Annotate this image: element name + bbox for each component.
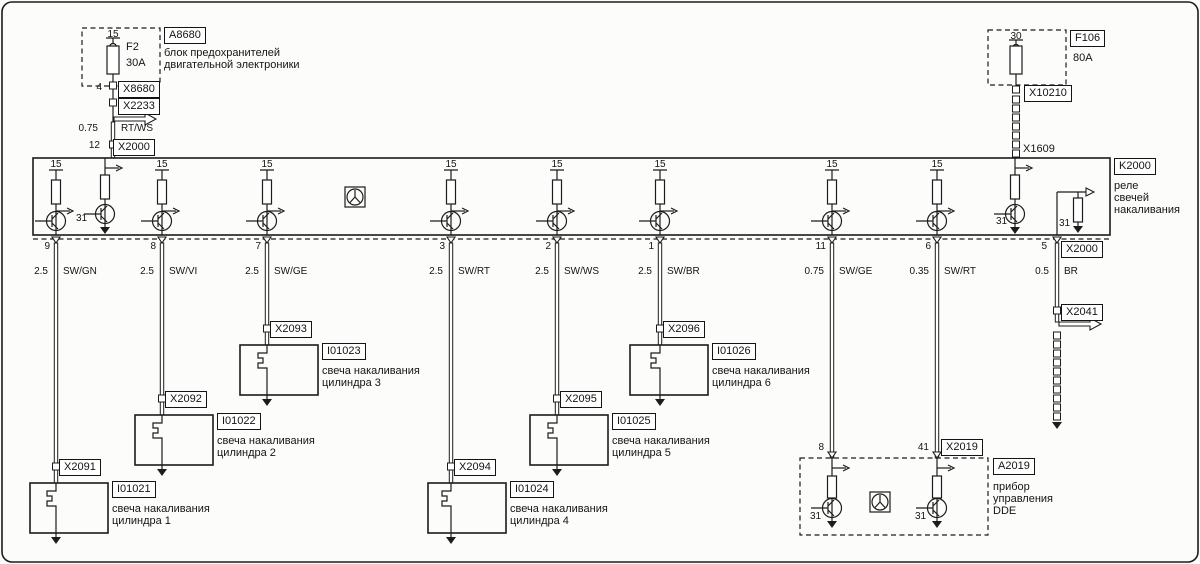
a8680-desc-line1: блок предохранителей <box>164 47 280 59</box>
a2019-ref-box: A2019 <box>993 458 1035 475</box>
glow-plug-box-6 <box>630 345 708 406</box>
terminal-31-label: 31 <box>996 216 1008 227</box>
wire-size: 2.5 <box>638 266 652 277</box>
relay-pin-hooks <box>52 237 1061 243</box>
terminal-15-label: 15 <box>50 159 62 170</box>
x2094-conn-box: X2094 <box>454 459 496 476</box>
relay-pin-label: 7 <box>255 241 261 252</box>
wire-color: SW/GE <box>274 266 308 277</box>
wire-color: SW/GN <box>63 266 97 277</box>
glow-plug-box-5 <box>530 415 608 476</box>
plug6-desc-line2: цилиндра 6 <box>712 377 771 389</box>
dde-pin-41-label: 41 <box>917 442 929 453</box>
fuse-f2-label: F2 <box>126 41 139 53</box>
wire-color: SW/VI <box>169 266 198 277</box>
wire-color: SW/WS <box>564 266 599 277</box>
relay-control-channel-left <box>84 158 122 234</box>
x1609-conn-label: X1609 <box>1023 143 1055 155</box>
wire-size: 2.5 <box>140 266 154 277</box>
wire-color-rtws: RT/WS <box>121 123 154 134</box>
i01021-ref-box: I01021 <box>112 481 156 498</box>
pin-12-label: 12 <box>88 140 100 151</box>
i01024-ref-box: I01024 <box>510 481 554 498</box>
plug1-desc-line2: цилиндра 1 <box>112 515 171 527</box>
a8680-ref-box: A8680 <box>164 27 206 44</box>
i01023-ref-box: I01023 <box>322 343 366 360</box>
k2000-desc-line3: накаливания <box>1114 204 1180 216</box>
relay-pin-label: 6 <box>925 241 931 252</box>
relay-pin-label: 8 <box>150 241 156 252</box>
terminal-15-label: 15 <box>654 159 666 170</box>
terminal-15-label: 15 <box>551 159 563 170</box>
plug5-desc-line1: свеча накаливания <box>612 435 710 447</box>
terminal-15-label: 15 <box>156 159 168 170</box>
terminal-31-label: 31 <box>1059 218 1071 229</box>
plug3-desc-line1: свеча накаливания <box>322 365 420 377</box>
relay-pin-label: 2 <box>545 241 551 252</box>
glow-plug-box-4 <box>428 483 506 544</box>
relay-k2000-box <box>33 158 1110 243</box>
wiring-columns <box>53 243 1059 483</box>
glow-plug-box-2 <box>135 415 213 476</box>
wire-size: 2.5 <box>535 266 549 277</box>
plug2-desc-line1: свеча накаливания <box>217 435 315 447</box>
terminal-31-label: 31 <box>76 213 88 224</box>
relay-pin-label: 5 <box>1041 241 1047 252</box>
relay-output-channels <box>35 170 954 235</box>
wire-size: 0.5 <box>1035 266 1049 277</box>
wire-color: BR <box>1064 266 1078 277</box>
wire-color: SW/GE <box>839 266 873 277</box>
a2019-desc-line2: управления <box>993 493 1053 505</box>
x2096-conn-box: X2096 <box>663 321 705 338</box>
x8680-conn-box: X8680 <box>118 81 160 98</box>
f106-rating: 80A <box>1073 52 1093 64</box>
terminal-15-label: 15 <box>107 29 119 40</box>
terminal-15-label: 15 <box>445 159 457 170</box>
a2019-desc-line3: DDE <box>993 505 1017 517</box>
x2000-bottom-conn-box: X2000 <box>1061 241 1103 258</box>
plug1-desc-line1: свеча накаливания <box>112 503 210 515</box>
x2041-conn-box: X2041 <box>1061 304 1103 321</box>
plug5-desc-line2: цилиндра 5 <box>612 447 671 459</box>
plug4-desc-line2: цилиндра 4 <box>510 515 569 527</box>
relay-pin-label: 11 <box>815 241 826 252</box>
wire-color: SW/RT <box>458 266 491 277</box>
a8680-desc-line2: двигательной электроники <box>164 59 300 71</box>
plug3-desc-line2: цилиндра 3 <box>322 377 381 389</box>
plug4-desc-line1: свеча накаливания <box>510 503 608 515</box>
terminal-15-label: 15 <box>261 159 273 170</box>
wire-size-rtws: 0.75 <box>78 123 98 134</box>
control-unit-icon <box>870 492 890 512</box>
f106-ref-box: F106 <box>1070 30 1105 47</box>
glow-plug-box-1 <box>30 483 108 544</box>
control-unit-icon <box>345 187 365 207</box>
x10210-conn-box: X10210 <box>1024 85 1072 102</box>
wire-size: 0.75 <box>804 266 824 277</box>
wire-size: 0.35 <box>909 266 929 277</box>
terminal-15-label: 15 <box>826 159 838 170</box>
wire-size: 2.5 <box>34 266 48 277</box>
a2019-desc-line1: прибор <box>993 481 1030 493</box>
x2233-conn-box: X2233 <box>118 98 160 115</box>
wire-size: 2.5 <box>245 266 259 277</box>
x2093-conn-box: X2093 <box>270 321 312 338</box>
relay-pin-label: 9 <box>44 241 50 252</box>
x2041-branch <box>1052 307 1101 429</box>
i01022-ref-box: I01022 <box>217 413 261 430</box>
wire-color: SW/BR <box>667 266 700 277</box>
x2019-conn-box: X2019 <box>941 439 983 456</box>
k2000-desc-line1: реле <box>1114 180 1139 192</box>
k2000-ref-box: K2000 <box>1114 158 1156 175</box>
terminal-15-label: 15 <box>931 159 943 170</box>
dde-pin-8-label: 8 <box>818 442 824 453</box>
terminal-31-label: 31 <box>915 511 927 522</box>
x2091-conn-box: X2091 <box>59 459 101 476</box>
dde-control-unit <box>800 452 988 535</box>
terminal-30-label: 30 <box>1010 31 1022 42</box>
plug2-desc-line2: цилиндра 2 <box>217 447 276 459</box>
fuse-f2-rating: 30A <box>126 57 146 69</box>
x2095-conn-box: X2095 <box>560 391 602 408</box>
wire-size: 2.5 <box>429 266 443 277</box>
i01025-ref-box: I01025 <box>612 413 656 430</box>
x2000-top-conn-box: X2000 <box>113 139 155 156</box>
glow-plug-box-3 <box>240 345 318 406</box>
relay-pin-label: 3 <box>439 241 445 252</box>
k2000-desc-line2: свечей <box>1114 192 1149 204</box>
relay-pin-label: 1 <box>648 241 654 252</box>
pin-4-label: 4 <box>96 82 102 93</box>
terminal-31-label: 31 <box>810 511 822 522</box>
plug6-desc-line1: свеча накаливания <box>712 365 810 377</box>
x2092-conn-box: X2092 <box>165 391 207 408</box>
wire-color: SW/RT <box>944 266 977 277</box>
i01026-ref-box: I01026 <box>712 343 756 360</box>
